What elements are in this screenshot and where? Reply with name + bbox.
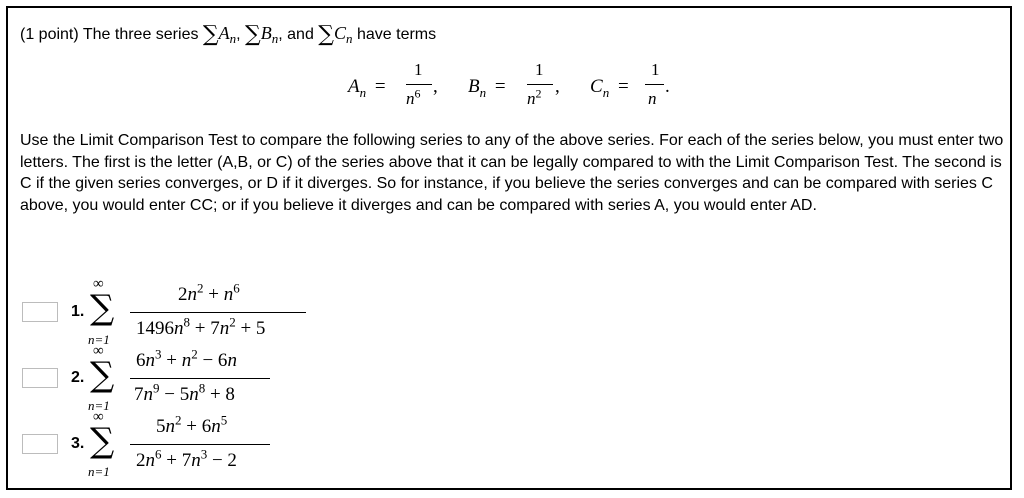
sigma-c-icon: ∑: [318, 22, 335, 47]
def-b-lhs: $B_n$ =: [468, 76, 506, 100]
answer-input-1[interactable]: [22, 302, 58, 322]
denominator: $2n^6 + 7n^3 - 2$: [136, 446, 237, 471]
answer-input-3[interactable]: [22, 434, 58, 454]
def-c-period: .: [665, 76, 670, 97]
intro-suffix: have terms: [352, 26, 437, 43]
def-b-comma: ,: [555, 76, 560, 97]
intro-a: A: [218, 23, 230, 43]
sigma-lower: n=1: [88, 464, 110, 479]
intro-and: and: [282, 26, 319, 43]
fraction-bar: [130, 378, 270, 379]
numerator: $2n^2 + n^6$: [178, 280, 240, 305]
fraction-bar: [130, 312, 306, 313]
intro-line: [20, 22, 436, 47]
intro-prefix: (1 point) The three series: [20, 26, 203, 43]
sigma-upper: ∞: [93, 343, 104, 359]
def-c-denominator: n: [648, 89, 657, 108]
def-c-numerator: 1: [651, 60, 660, 79]
sigma-lower: n=1: [88, 332, 110, 347]
intro-comma-1: ,: [236, 26, 241, 43]
sigma-icon: ∑: [90, 355, 115, 395]
intro-a-sub: n: [229, 31, 237, 47]
intro-comma-2: ,: [278, 26, 283, 43]
denominator: $1496n^8 + 7n^2 + 5$: [136, 314, 266, 339]
fraction-bar: [130, 444, 270, 445]
answer-input-2[interactable]: [22, 368, 58, 388]
def-b-denominator: $n^2$: [527, 86, 542, 108]
intro-b: B: [260, 23, 272, 43]
def-a-fraction-bar: [406, 84, 432, 85]
instructions-text: Use the Limit Comparison Test to compare the following series to any of the above series. For each of the series below, you must enter two letters. The first is the letter (A,B, or C) of the series above that it can be legally compared to with the Limit Comparison Test. The second is C if the given series converges, or D if it diverges. So for instance, if you believe the series converges and can be compared with series C above, you would enter CC; or if you believe it diverges and can be compared with series A, you would enter AD.: [20, 132, 1004, 214]
sigma-b-icon: ∑: [245, 22, 261, 47]
sigma-a-icon: ∑: [202, 22, 219, 47]
def-c-lhs: $C_n$ =: [590, 76, 629, 100]
problem-number: 3.: [71, 435, 85, 452]
def-a-comma: ,: [433, 76, 438, 97]
numerator: $5n^2 + 6n^5$: [156, 412, 228, 437]
sigma-upper: ∞: [93, 409, 104, 425]
numerator: $6n^3 + n^2 - 6n$: [136, 346, 237, 371]
def-b-numerator: 1: [535, 60, 544, 79]
def-a-lhs: $A_n$ =: [348, 76, 386, 100]
intro-c-sub: n: [346, 31, 353, 47]
def-a-numerator: 1: [414, 60, 423, 79]
sigma-lower: n=1: [88, 398, 110, 413]
intro-b-sub: n: [271, 31, 279, 47]
def-c-fraction-bar: [645, 84, 664, 85]
sigma-upper: ∞: [93, 276, 104, 292]
denominator: $7n^9 - 5n^8 + 8$: [134, 380, 235, 405]
problem-number: 2.: [71, 369, 85, 386]
def-a-denominator: $n^6$: [406, 86, 421, 108]
problem-number: 1.: [71, 303, 85, 320]
def-b-fraction-bar: [527, 84, 553, 85]
sigma-icon: ∑: [90, 288, 115, 328]
sigma-icon: ∑: [90, 421, 115, 461]
intro-c: C: [334, 23, 347, 43]
